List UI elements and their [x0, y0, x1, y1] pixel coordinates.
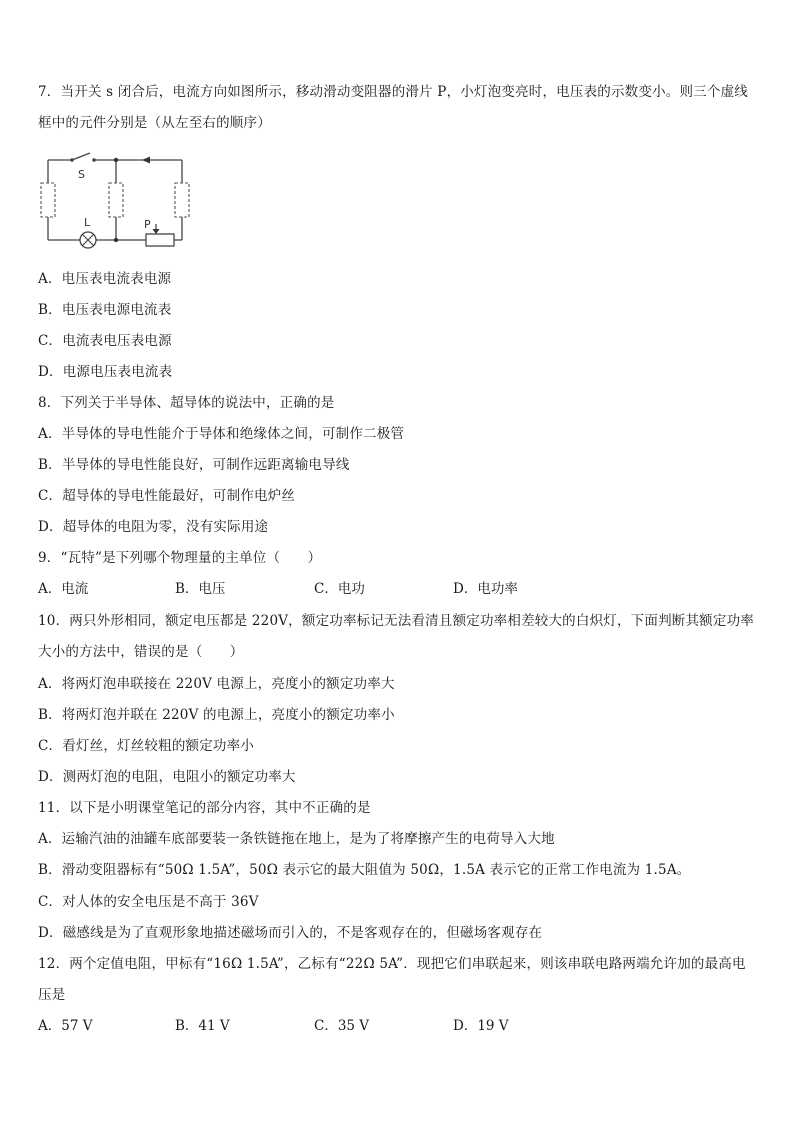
q11-option-c: C．对人体的安全电压是不高于 36V: [38, 894, 259, 910]
q9-stem: 9．“瓦特”是下列哪个物理量的主单位（ ）: [38, 550, 322, 566]
q12-stem-line1: 12．两个定值电阻，甲标有“16Ω 1.5A”，乙标有“22Ω 5A”．现把它们串联起来，则该串联电路两端允许加的最高电: [38, 956, 746, 972]
circuit-diagram: [38, 150, 198, 250]
q7-option-a: A．电压表电流表电源: [38, 271, 172, 287]
q7-stem-line1: 7．当开关 s 闭合后，电流方向如图所示，移动滑动变阻器的滑片 P，小灯泡变亮时，电压表的示数变小。则三个虚线: [38, 84, 748, 100]
q10-stem-line2: 大小的方法中，错误的是（ ）: [38, 644, 244, 660]
q8-option-d: D．超导体的电阻为零，没有实际用途: [38, 519, 269, 535]
q8-stem: 8．下列关于半导体、超导体的说法中，正确的是: [38, 395, 335, 411]
q9-option-a: A．电流: [38, 581, 89, 597]
q9-option-d: D．电功率: [453, 581, 518, 597]
switch-pivot: [70, 158, 74, 162]
q10-option-b: B．将两灯泡并联在 220V 的电源上，亮度小的额定功率小: [38, 707, 395, 723]
lamp-icon: [80, 232, 96, 248]
q9-options: [38, 580, 758, 598]
q12-stem-line2: 压是: [38, 987, 66, 1003]
q11-option-b: B．滑动变阻器标有“50Ω 1.5A”，50Ω 表示它的最大阻值为 50Ω，1.5A 表示它的正常工作电流为 1.5A。: [38, 862, 691, 878]
junction-bottom: [114, 238, 118, 242]
q10-option-c: C．看灯丝，灯丝较粗的额定功率小: [38, 738, 255, 754]
q8-option-c: C．超导体的导电性能最好，可制作电炉丝: [38, 488, 296, 504]
q7-stem-line2: 框中的元件分别是（从左至右的顺序）: [38, 115, 271, 131]
q10-stem-line1: 10．两只外形相同，额定电压都是 220V，额定功率标记无法看清且额定功率相差较大的白炽灯，下面判断其额定功率: [38, 613, 754, 629]
q12-option-c: C．35 V: [314, 1018, 370, 1034]
lamp-label: L: [84, 216, 91, 229]
slider-arrow-icon: [153, 229, 160, 234]
q10-option-a: A．将两灯泡串联接在 220V 电源上，亮度小的额定功率大: [38, 676, 395, 692]
dashed-box-middle: [109, 183, 123, 217]
dashed-box-right: [175, 183, 189, 217]
switch-label: S: [78, 168, 85, 181]
q7-option-b: B．电压表电源电流表: [38, 302, 172, 318]
q11-option-a: A．运输汽油的油罐车底部要装一条铁链拖在地上，是为了将摩擦产生的电荷导入大地: [38, 831, 555, 847]
q9-option-b: B．电压: [175, 581, 226, 597]
rheostat-icon: [146, 234, 174, 246]
switch-blade: [72, 153, 90, 160]
slider-label: P: [144, 218, 151, 231]
q9-option-c: C．电功: [314, 581, 365, 597]
q8-option-a: A．半导体的导电性能介于导体和绝缘体之间，可制作二极管: [38, 426, 405, 442]
junction-top: [114, 158, 118, 162]
q11-stem: 11．以下是小明课堂笔记的部分内容，其中不正确的是: [38, 800, 371, 816]
q12-option-b: B．41 V: [175, 1018, 230, 1034]
q11-option-d: D．磁感线是为了直观形象地描述磁场而引入的，不是客观存在的，但磁场客观存在: [38, 925, 543, 941]
q7-option-d: D．电源电压表电流表: [38, 364, 173, 380]
q8-option-b: B．半导体的导电性能良好，可制作远距离输电导线: [38, 457, 350, 473]
q12-options: [38, 1017, 758, 1035]
switch-contact: [92, 158, 96, 162]
q10-option-d: D．测两灯泡的电阻，电阻小的额定功率大: [38, 769, 296, 785]
current-arrow-icon: [142, 157, 150, 164]
q12-option-a: A．57 V: [38, 1018, 93, 1034]
dashed-box-left: [41, 183, 55, 217]
q12-option-d: D．19 V: [453, 1018, 509, 1034]
q7-option-c: C．电流表电压表电源: [38, 333, 172, 349]
